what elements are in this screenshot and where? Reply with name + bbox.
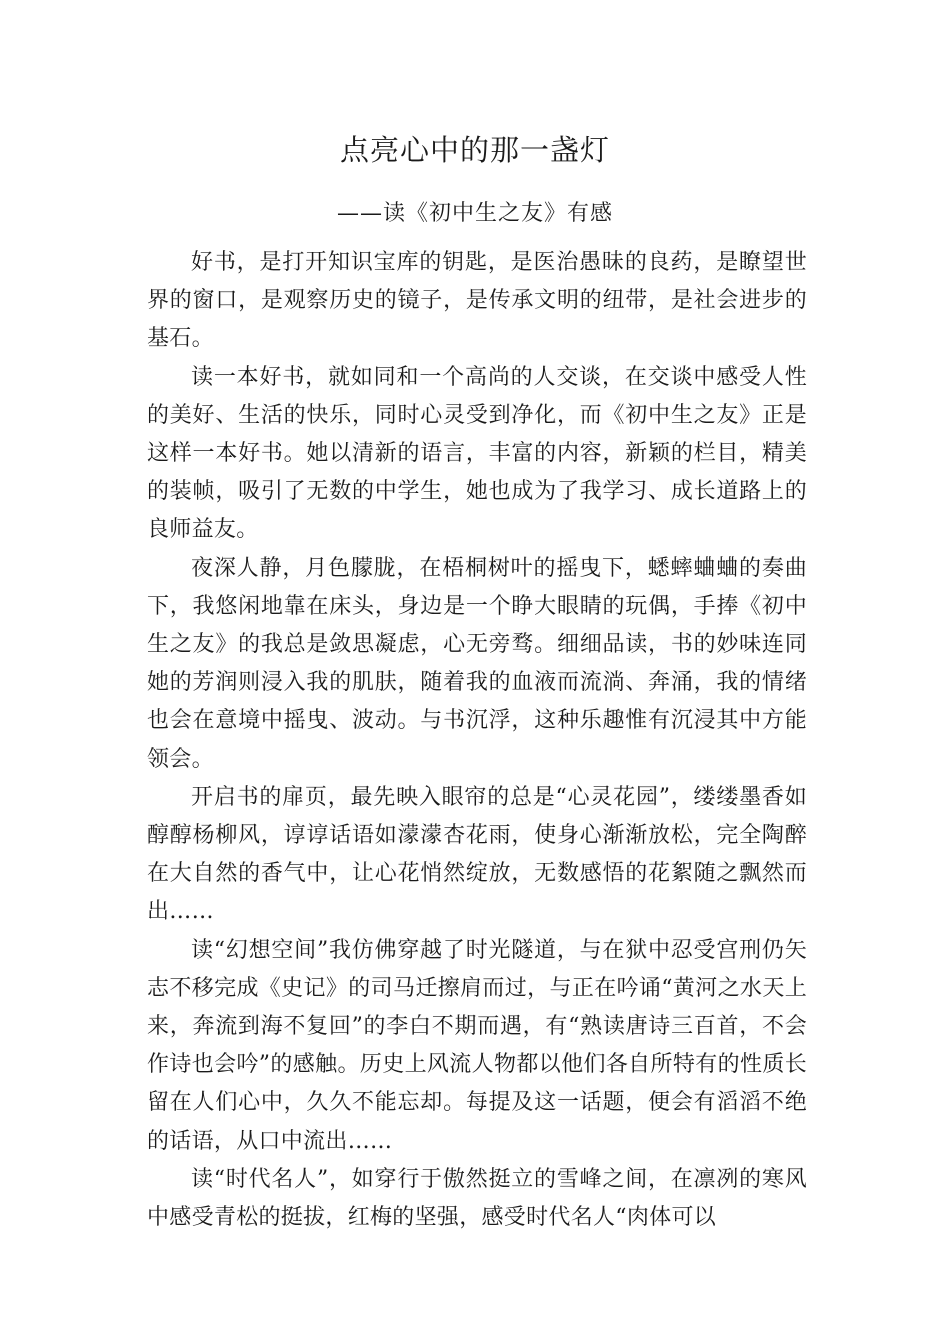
document-title: 点亮心中的那一盏灯	[339, 133, 610, 167]
document-body	[147, 244, 807, 1237]
paragraph: 夜深人静，月色朦胧，在梧桐树叶的摇曳下，蟋蟀蛐蛐的奏曲下，我悠闲地靠在床头，身边是一个睁大眼睛的玩偶，手捧《初中生之友》的我总是敛思凝虑，心无旁骛。细细品读，书的妙味连同她的芳润则浸入我的肌肤，随着我的血液而流淌、奔涌，我的情绪也会在意境中摇曳、波动。与书沉浮，这种乐趣惟有沉浸其中方能领会。	[147, 555, 807, 772]
document-subtitle: ——读《初中生之友》有感	[336, 201, 613, 226]
paragraph: 好书，是打开知识宝库的钥匙，是医治愚昧的良药，是瞭望世界的窗口，是观察历史的镜子，是传承文明的纽带，是社会进步的基石。	[147, 250, 807, 352]
paragraph: 读“幻想空间”我仿佛穿越了时光隧道，与在狱中忍受宫刑仍矢志不移完成《史记》的司马迁擦肩而过，与正在吟诵“黄河之水天上来，奔流到海不复回”的李白不期而遇，有“熟读唐诗三百首，不会作诗也会吟”的感触。历史上风流人物都以他们各自所特有的性质长留在人们心中，久久不能忘却。每提及这一话题，便会有滔滔不绝的话语，从口中流出……	[147, 937, 807, 1154]
paragraph: 开启书的扉页，最先映入眼帘的总是“心灵花园”，缕缕墨香如醇醇杨柳风，谆谆话语如濛濛杏花雨，使身心渐渐放松，完全陶醉在大自然的香气中，让心花悄然绽放，无数感悟的花絮随之飘然而出……	[147, 784, 807, 925]
paragraph: 读“时代名人”，如穿行于傲然挺立的雪峰之间，在凛冽的寒风中感受青松的挺拔，红梅的坚强，感受时代名人“肉体可以	[147, 1166, 807, 1231]
paragraph: 读一本好书，就如同和一个高尚的人交谈，在交谈中感受人性的美好、生活的快乐，同时心灵受到净化，而《初中生之友》正是这样一本好书。她以清新的语言，丰富的内容，新颖的栏目，精美的装帧，吸引了无数的中学生，她也成为了我学习、成长道路上的良师益友。	[147, 364, 807, 543]
